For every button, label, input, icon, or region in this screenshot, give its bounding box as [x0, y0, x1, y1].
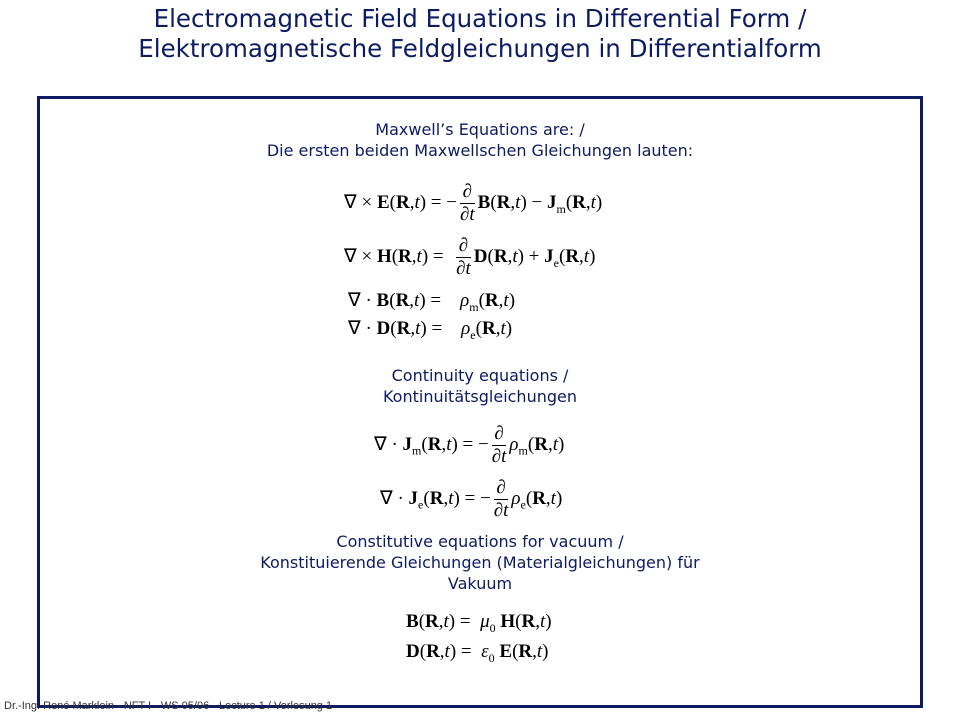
equation-gauss-b: ∇ · B(R,t) = $\rho_m(R,t)$: [348, 290, 516, 314]
equation-constitutive-d: $D(R,t) = \varepsilon_0$ E(R,t): [406, 641, 549, 665]
maxwell-heading-2: Die ersten beiden Maxwellschen Gleichungen lauten:: [266, 141, 694, 160]
equation-gauss-d: ∇ · D(R,t) = $\rho_e(R,t)$: [348, 318, 513, 342]
partial-t-fraction: $\frac{\partial}{\partial t}$: [491, 423, 507, 467]
maxwell-heading-1: Maxwell’s Equations are: /: [375, 120, 585, 139]
continuity-heading-1: Continuity equations /: [391, 366, 569, 385]
equation-continuity-e: ∇ · $J_e(R,t)$ = − $\frac{\partial}{\partial t}$ $\rho_e(R,t)$: [380, 477, 563, 521]
equation-faraday: [344, 181, 602, 226]
ampere-lhs: ∇ × H(R,t) =: [344, 245, 454, 267]
slide-title: [0, 4, 960, 64]
equation-ampere: [344, 235, 595, 280]
partial-t-fraction: $\frac{\partial}{\partial t}$: [493, 477, 509, 521]
constitutive-heading-3: Vakuum: [447, 574, 513, 593]
maxwell-heading: [40, 119, 920, 161]
title-line-2: Elektromagnetische Feldgleichungen in Differentialform: [138, 34, 822, 63]
ampere-rhs: $D(R,t) + J_e(R,t)$: [473, 245, 596, 270]
faraday-lhs: ∇ × E(R,t) = −: [344, 191, 457, 213]
slide-footer: Dr.-Ing. René Marklein - NFT I - WS 05/06 - Lecture 1 / Vorlesung 1: [4, 700, 333, 712]
content-frame: [37, 96, 923, 708]
equation-continuity-m: ∇ · $J_m(R,t)$ = − $\frac{\partial}{\partial t}$ $\rho_m(R,t)$: [374, 423, 565, 467]
title-line-1: Electromagnetic Field Equations in Differential Form /: [153, 4, 807, 33]
continuity-heading-2: Kontinuitätsgleichungen: [382, 387, 577, 406]
continuity-heading: [40, 365, 920, 407]
faraday-rhs: $B(R,t) - J_m(R,t)$: [477, 191, 603, 216]
equation-constitutive-b: $B(R,t) = \mu_0$ H(R,t): [406, 611, 552, 635]
partial-t-fraction: $\frac{\partial}{\partial t}$: [456, 235, 471, 279]
constitutive-heading: [40, 531, 920, 594]
constitutive-heading-1: Constitutive equations for vacuum /: [336, 532, 624, 551]
constitutive-heading-2: Konstituierende Gleichungen (Materialgleichungen) für: [260, 553, 700, 572]
partial-t-fraction: $\frac{\partial}{\partial t}$: [459, 181, 475, 225]
